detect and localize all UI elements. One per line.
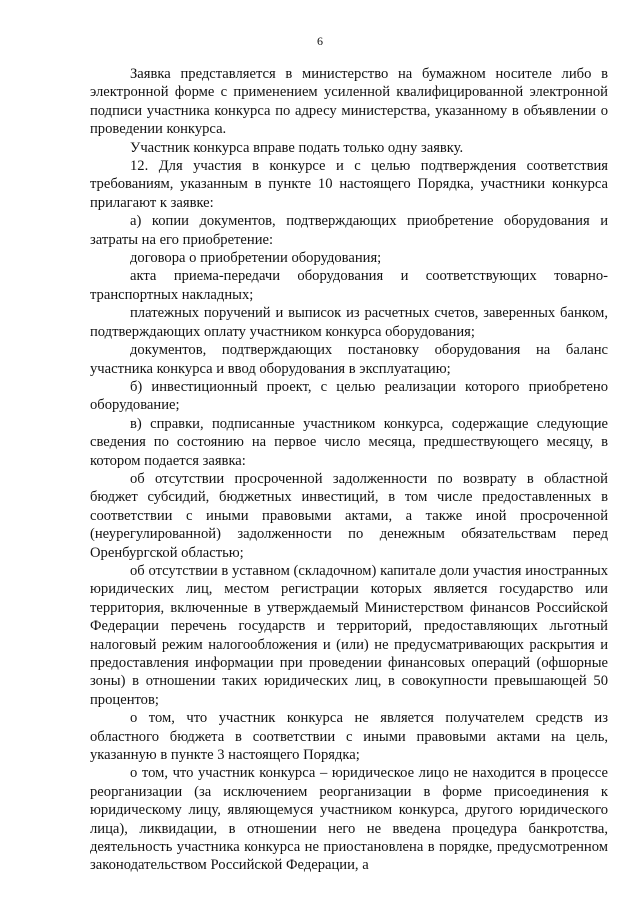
paragraph: 12. Для участия в конкурсе и с целью подтверждения соответствия требованиям, указанным в пункте 10 настоящего Порядка, участники конкурса прилагают к заявке: (90, 158, 608, 211)
paragraph: о том, что участник конкурса – юридическое лицо не находится в процессе реорганизации (за исключением реорганизации в форме присоединения к юридическому лицу, являющемуся участником конкурса, другого юридического лица), ликвидации, в отношении него не введена процедура банкротства, деятельность участника конкурса не приостановлена в порядке, предусмотренном законодательством Российской Федерации, а (90, 765, 608, 874)
paragraph: в) справки, подписанные участником конкурса, содержащие следующие сведения по состоянию на первое число месяца, предшествующего месяцу, в котором подается заявка: (90, 415, 608, 469)
paragraph: документов, подтверждающих постановку оборудования на баланс участника конкурса и ввод оборудования в эксплуатацию; (90, 342, 608, 377)
paragraph: о том, что участник конкурса не является получателем средств из областного бюджета в соответствии с иными правовыми актами на цель, указанную в пункте 3 настоящего Порядка; (90, 710, 608, 764)
paragraph: а) копии документов, подтверждающих приобретение оборудования и затраты на его приобретение: (90, 213, 608, 248)
paragraph: об отсутствии просроченной задолженности по возврату в областной бюджет субсидий, бюджетных инвестиций, в том числе предоставленных в соответствии с иными правовыми актами, а также иной просроченной (неурегулированной) задолженности по денежным обязательствам перед Оренбургской областью; (90, 470, 608, 561)
paragraph: платежных поручений и выписок из расчетных счетов, заверенных банком, подтверждающих оплату участником конкурса оборудования; (90, 305, 608, 340)
document-body (90, 65, 608, 875)
paragraph: Заявка представляется в министерство на бумажном носителе либо в электронной форме с применением усиленной квалифицированной электронной подписи участника конкурса по адресу министерства, указанному в объявлении о проведении конкурса. (90, 66, 608, 138)
paragraph: Участник конкурса вправе подать только одну заявку. (130, 139, 464, 156)
paragraph: об отсутствии в уставном (складочном) капитале доли участия иностранных юридических лиц, местом регистрации которых является государство или территория, включенные в утверждаемый Министерством финансов Российской Федерации перечень государств и территорий, предоставляющих льготный налоговый режим налогообложения и (или) не предусматривающих раскрытия и предоставления информации при проведении финансовых операций (офшорные зоны) в отношении таких юридических лиц, в совокупности превышающей 50 процентов; (90, 562, 608, 708)
paragraph: акта приема-передачи оборудования и соответствующих товарно-транспортных накладных; (90, 268, 608, 303)
page-number: 6 (317, 34, 323, 48)
paragraph: б) инвестиционный проект, с целью реализации которого приобретено оборудование; (90, 378, 608, 414)
paragraph: договора о приобретении оборудования; (130, 250, 382, 267)
